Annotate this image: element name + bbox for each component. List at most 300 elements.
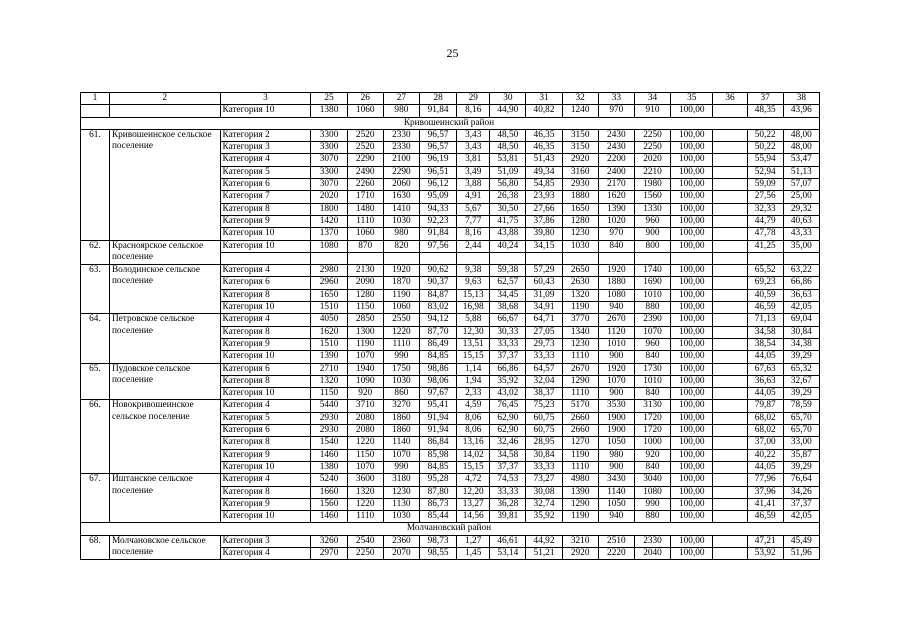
table-cell: 48,50	[490, 142, 526, 154]
table-cell	[713, 400, 747, 412]
table-cell: 4,91	[457, 191, 490, 203]
table-cell: 97,56	[419, 240, 456, 252]
table-cell: 1120	[598, 326, 634, 338]
district-row	[81, 117, 820, 129]
table-cell	[526, 252, 562, 264]
table-cell: 2250	[634, 129, 670, 141]
table-cell: 100,00	[671, 265, 713, 277]
table-cell: 84,85	[419, 351, 456, 363]
table-cell: 43,88	[490, 228, 526, 240]
table-cell: 9,63	[457, 277, 490, 289]
table-cell	[713, 154, 747, 166]
table-cell: 2970	[311, 547, 347, 559]
table-cell: 1390	[311, 351, 347, 363]
table-cell: 2210	[634, 166, 670, 178]
category-cell: Категория 5	[220, 166, 311, 178]
table-cell: 1900	[598, 412, 634, 424]
table-cell: 34,45	[490, 289, 526, 301]
table-cell: 2020	[634, 154, 670, 166]
table-cell: 8,16	[457, 105, 490, 117]
table-cell: 2040	[634, 547, 670, 559]
table-cell: 35,92	[490, 375, 526, 387]
table-cell: 1390	[562, 486, 598, 498]
table-cell: 990	[634, 498, 670, 510]
table-cell: 900	[634, 228, 670, 240]
table-cell: 900	[598, 351, 634, 363]
table-cell: 1080	[598, 289, 634, 301]
table-cell: 880	[634, 302, 670, 314]
table-cell: 3150	[562, 142, 598, 154]
table-cell: 4980	[562, 474, 598, 486]
table-cell: 50,22	[747, 142, 783, 154]
category-cell: Категория 9	[220, 449, 311, 461]
table-cell: 40,59	[747, 289, 783, 301]
table-cell: 44,90	[490, 105, 526, 117]
table-cell: 30,84	[526, 449, 562, 461]
data-table	[80, 92, 820, 560]
table-cell: 2330	[383, 142, 419, 154]
column-header: 27	[383, 93, 419, 105]
table-cell: 33,33	[526, 351, 562, 363]
table-cell	[490, 252, 526, 264]
table-cell: 2250	[347, 547, 383, 559]
table-cell: 5240	[311, 474, 347, 486]
table-cell: 46,61	[490, 535, 526, 547]
table-cell: 1420	[311, 215, 347, 227]
settlement-name: Красноярское сельское поселение	[109, 240, 220, 265]
table-cell: 960	[634, 215, 670, 227]
table-cell: 3210	[562, 535, 598, 547]
table-cell: 820	[383, 240, 419, 252]
column-header: 37	[747, 93, 783, 105]
table-cell: 100,00	[671, 289, 713, 301]
table-cell: 2850	[347, 314, 383, 326]
table-cell	[713, 326, 747, 338]
district-heading: Кривошеинский район	[81, 117, 820, 129]
column-header: 2	[109, 93, 220, 105]
table-cell	[713, 511, 747, 523]
column-header: 36	[713, 93, 747, 105]
table-cell: 62,57	[490, 277, 526, 289]
table-cell: 2330	[634, 535, 670, 547]
table-cell	[713, 191, 747, 203]
table-cell: 1070	[347, 351, 383, 363]
table-cell: 34,91	[526, 302, 562, 314]
table-cell: 39,29	[783, 388, 819, 400]
table-cell: 3600	[347, 474, 383, 486]
table-cell: 1330	[634, 203, 670, 215]
table-cell: 56,80	[490, 179, 526, 191]
category-cell: Категория 5	[220, 412, 311, 424]
table-cell: 51,13	[783, 166, 819, 178]
table-cell: 1290	[562, 375, 598, 387]
table-cell: 2390	[634, 314, 670, 326]
table-cell: 1060	[347, 228, 383, 240]
table-cell: 100,00	[671, 486, 713, 498]
table-cell: 37,37	[783, 498, 819, 510]
table-cell: 1240	[562, 105, 598, 117]
table-cell: 100,00	[671, 388, 713, 400]
table-cell: 1030	[383, 511, 419, 523]
table-cell: 47,21	[747, 535, 783, 547]
settlement-number: 65.	[81, 363, 110, 400]
table-cell	[598, 252, 634, 264]
table-cell: 100,00	[671, 375, 713, 387]
settlement-name: Пудовское сельское поселение	[109, 363, 220, 400]
table-cell: 2330	[383, 129, 419, 141]
table-row	[81, 474, 820, 486]
table-cell: 1190	[562, 449, 598, 461]
table-cell: 100,00	[671, 338, 713, 350]
table-cell: 12,30	[457, 326, 490, 338]
table-cell: 69,04	[783, 314, 819, 326]
column-header: 32	[562, 93, 598, 105]
table-cell	[713, 535, 747, 547]
table-cell: 2550	[383, 314, 419, 326]
table-cell: 840	[634, 351, 670, 363]
table-cell: 2170	[598, 179, 634, 191]
table-cell: 100,00	[671, 314, 713, 326]
table-cell: 3300	[311, 142, 347, 154]
table-cell: 41,75	[490, 215, 526, 227]
table-cell: 1510	[311, 338, 347, 350]
table-cell: 100,00	[671, 166, 713, 178]
table-cell: 1940	[347, 363, 383, 375]
table-cell: 85,98	[419, 449, 456, 461]
table-cell	[419, 252, 456, 264]
settlement-name: Кривошеинское сельское поселение	[109, 129, 220, 240]
table-body	[81, 93, 820, 560]
table-cell: 1920	[383, 265, 419, 277]
table-cell	[713, 425, 747, 437]
table-cell: 1920	[598, 363, 634, 375]
settlement-name: Володинское сельское поселение	[109, 265, 220, 314]
table-cell: 840	[634, 461, 670, 473]
table-cell: 1,94	[457, 375, 490, 387]
table-row	[81, 105, 820, 117]
table-cell: 38,37	[526, 388, 562, 400]
table-cell: 59,38	[490, 265, 526, 277]
table-cell: 100,00	[671, 535, 713, 547]
table-cell: 44,05	[747, 351, 783, 363]
table-cell: 1070	[634, 326, 670, 338]
table-cell: 96,51	[419, 166, 456, 178]
category-cell: Категория 10	[220, 511, 311, 523]
table-cell: 910	[634, 105, 670, 117]
table-cell: 38,68	[490, 302, 526, 314]
table-cell	[713, 486, 747, 498]
table-cell: 42,05	[783, 302, 819, 314]
table-cell: 100,00	[671, 302, 713, 314]
category-cell: Категория 10	[220, 228, 311, 240]
table-cell: 41,41	[747, 498, 783, 510]
table-cell: 60,75	[526, 425, 562, 437]
table-cell: 86,49	[419, 338, 456, 350]
category-cell: Категория 10	[220, 105, 311, 117]
table-cell: 36,28	[490, 498, 526, 510]
table-cell: 1070	[383, 449, 419, 461]
table-cell: 1140	[598, 486, 634, 498]
table-cell: 2400	[598, 166, 634, 178]
table-cell: 38,54	[747, 338, 783, 350]
table-cell: 1320	[347, 486, 383, 498]
category-cell: Категория 9	[220, 338, 311, 350]
table-cell: 1710	[347, 191, 383, 203]
table-cell: 68,02	[747, 412, 783, 424]
table-cell: 34,58	[490, 449, 526, 461]
table-cell: 44,92	[526, 535, 562, 547]
table-cell	[671, 252, 713, 264]
table-cell: 39,81	[490, 511, 526, 523]
table-cell: 34,26	[783, 486, 819, 498]
category-cell: Категория 6	[220, 363, 311, 375]
table-cell	[713, 338, 747, 350]
table-cell: 100,00	[671, 105, 713, 117]
table-cell: 3,43	[457, 142, 490, 154]
table-cell: 990	[383, 351, 419, 363]
table-cell: 100,00	[671, 498, 713, 510]
table-cell: 4,59	[457, 400, 490, 412]
table-cell: 1090	[347, 375, 383, 387]
table-cell: 98,86	[419, 363, 456, 375]
table-cell: 34,38	[783, 338, 819, 350]
table-cell: 1020	[598, 215, 634, 227]
table-cell: 3300	[311, 129, 347, 141]
table-cell: 27,56	[747, 191, 783, 203]
table-cell: 8,16	[457, 228, 490, 240]
table-cell	[713, 461, 747, 473]
table-cell: 1280	[562, 215, 598, 227]
table-cell: 33,33	[490, 338, 526, 350]
settlement-name: Молчановское сельское поселение	[109, 535, 220, 560]
table-cell: 3,81	[457, 154, 490, 166]
table-cell: 1280	[347, 289, 383, 301]
table-cell: 990	[383, 461, 419, 473]
table-cell: 3770	[562, 314, 598, 326]
table-cell: 2670	[562, 363, 598, 375]
table-cell: 98,73	[419, 535, 456, 547]
table-cell: 34,58	[747, 326, 783, 338]
table-cell: 920	[634, 449, 670, 461]
table-cell: 16,98	[457, 302, 490, 314]
table-cell: 900	[598, 388, 634, 400]
table-cell: 2200	[598, 154, 634, 166]
table-cell: 2100	[383, 154, 419, 166]
table-cell: 91,94	[419, 425, 456, 437]
table-cell: 1060	[383, 302, 419, 314]
table-cell: 91,84	[419, 228, 456, 240]
category-cell: Категория 10	[220, 388, 311, 400]
table-cell: 13,27	[457, 498, 490, 510]
table-cell	[347, 252, 383, 264]
table-cell: 100,00	[671, 474, 713, 486]
table-cell	[713, 105, 747, 117]
table-cell: 5170	[562, 400, 598, 412]
table-cell: 980	[383, 228, 419, 240]
table-cell: 2090	[347, 277, 383, 289]
table-cell: 960	[634, 338, 670, 350]
category-cell: Категория 8	[220, 375, 311, 387]
table-cell	[713, 252, 747, 264]
table-cell: 1220	[347, 437, 383, 449]
table-cell	[713, 363, 747, 375]
table-cell: 100,00	[671, 326, 713, 338]
table-cell: 53,81	[490, 154, 526, 166]
table-cell: 39,80	[526, 228, 562, 240]
table-cell: 2710	[311, 363, 347, 375]
category-cell: Категория 10	[220, 351, 311, 363]
table-cell: 1110	[562, 351, 598, 363]
table-cell: 53,14	[490, 547, 526, 559]
table-cell: 60,75	[526, 412, 562, 424]
table-cell: 1130	[383, 498, 419, 510]
category-cell: Категория 10	[220, 302, 311, 314]
table-cell	[713, 228, 747, 240]
table-cell: 74,53	[490, 474, 526, 486]
table-cell: 1630	[383, 191, 419, 203]
table-cell: 1080	[634, 486, 670, 498]
table-cell: 3530	[598, 400, 634, 412]
table-cell: 68,02	[747, 425, 783, 437]
table-cell: 90,62	[419, 265, 456, 277]
table-cell: 44,05	[747, 461, 783, 473]
table-cell: 1480	[347, 203, 383, 215]
table-cell: 48,35	[747, 105, 783, 117]
table-cell: 65,52	[747, 265, 783, 277]
table-cell: 3430	[598, 474, 634, 486]
table-cell: 2020	[311, 191, 347, 203]
table-cell	[562, 252, 598, 264]
table-cell: 3070	[311, 179, 347, 191]
table-cell: 33,33	[490, 486, 526, 498]
table-cell: 1030	[562, 240, 598, 252]
table-cell: 69,23	[747, 277, 783, 289]
category-cell: Категория 8	[220, 289, 311, 301]
table-cell: 970	[598, 228, 634, 240]
table-cell: 1800	[311, 203, 347, 215]
table-cell: 3300	[311, 166, 347, 178]
table-cell: 840	[634, 388, 670, 400]
table-cell: 37,96	[747, 486, 783, 498]
table-cell: 78,59	[783, 400, 819, 412]
table-cell: 51,43	[526, 154, 562, 166]
table-cell: 52,94	[747, 166, 783, 178]
table-cell: 1860	[383, 412, 419, 424]
table-cell: 860	[383, 388, 419, 400]
column-header: 38	[783, 93, 819, 105]
column-header: 3	[220, 93, 311, 105]
table-cell: 57,07	[783, 179, 819, 191]
table-row	[81, 400, 820, 412]
table-cell: 30,50	[490, 203, 526, 215]
table-cell: 1070	[347, 461, 383, 473]
table-cell: 1190	[347, 338, 383, 350]
table-cell: 53,92	[747, 547, 783, 559]
table-cell: 1220	[383, 326, 419, 338]
table-cell: 2520	[347, 142, 383, 154]
category-cell: Категория 4	[220, 265, 311, 277]
table-cell: 42,05	[783, 511, 819, 523]
table-cell: 8,06	[457, 425, 490, 437]
category-cell: Категория 6	[220, 425, 311, 437]
table-cell: 1150	[347, 302, 383, 314]
table-row	[81, 363, 820, 375]
table-cell: 94,33	[419, 203, 456, 215]
table-cell: 83,02	[419, 302, 456, 314]
table-cell: 34,15	[526, 240, 562, 252]
table-cell: 1730	[634, 363, 670, 375]
table-cell: 1220	[347, 498, 383, 510]
category-cell: Категория 4	[220, 400, 311, 412]
table-cell: 100,00	[671, 425, 713, 437]
settlement-name: Иштанское сельское поселение	[109, 474, 220, 523]
table-cell: 44,79	[747, 215, 783, 227]
table-cell	[783, 252, 819, 264]
table-cell: 53,47	[783, 154, 819, 166]
settlement-number: 63.	[81, 265, 110, 314]
table-cell	[747, 252, 783, 264]
table-cell: 1050	[598, 437, 634, 449]
table-cell: 32,33	[747, 203, 783, 215]
table-cell	[457, 252, 490, 264]
table-cell: 3040	[634, 474, 670, 486]
table-cell: 79,87	[747, 400, 783, 412]
table-cell: 1,14	[457, 363, 490, 375]
table-cell: 48,50	[490, 129, 526, 141]
table-cell: 1110	[562, 461, 598, 473]
table-cell: 13,16	[457, 437, 490, 449]
settlement-number: 62.	[81, 240, 110, 265]
table-cell: 1,27	[457, 535, 490, 547]
table-cell: 2430	[598, 129, 634, 141]
table-cell: 2220	[598, 547, 634, 559]
column-header: 25	[311, 93, 347, 105]
table-cell: 1620	[598, 191, 634, 203]
category-cell: Категория 10	[220, 461, 311, 473]
table-cell: 1230	[562, 228, 598, 240]
table-cell: 91,84	[419, 105, 456, 117]
table-cell: 1650	[562, 203, 598, 215]
table-cell: 27,66	[526, 203, 562, 215]
table-cell: 2260	[347, 179, 383, 191]
table-cell: 1320	[562, 289, 598, 301]
column-header: 1	[81, 93, 110, 105]
column-header: 31	[526, 93, 562, 105]
table-cell: 1620	[311, 326, 347, 338]
table-cell: 100,00	[671, 412, 713, 424]
table-cell: 50,22	[747, 129, 783, 141]
table-row	[81, 129, 820, 141]
table-cell: 15,15	[457, 351, 490, 363]
table-cell: 30,08	[526, 486, 562, 498]
table-cell: 2080	[347, 425, 383, 437]
table-cell: 46,59	[747, 302, 783, 314]
table-cell: 87,70	[419, 326, 456, 338]
table-cell: 30,33	[490, 326, 526, 338]
table-cell: 25,00	[783, 191, 819, 203]
table-cell: 2250	[634, 142, 670, 154]
table-cell: 1320	[311, 375, 347, 387]
table-cell: 2670	[598, 314, 634, 326]
table-cell: 1030	[383, 375, 419, 387]
table-cell: 62,90	[490, 425, 526, 437]
table-cell: 1980	[634, 179, 670, 191]
category-cell: Категория 4	[220, 474, 311, 486]
table-cell: 1290	[562, 498, 598, 510]
table-cell	[713, 388, 747, 400]
table-cell: 73,27	[526, 474, 562, 486]
table-cell: 94,12	[419, 314, 456, 326]
